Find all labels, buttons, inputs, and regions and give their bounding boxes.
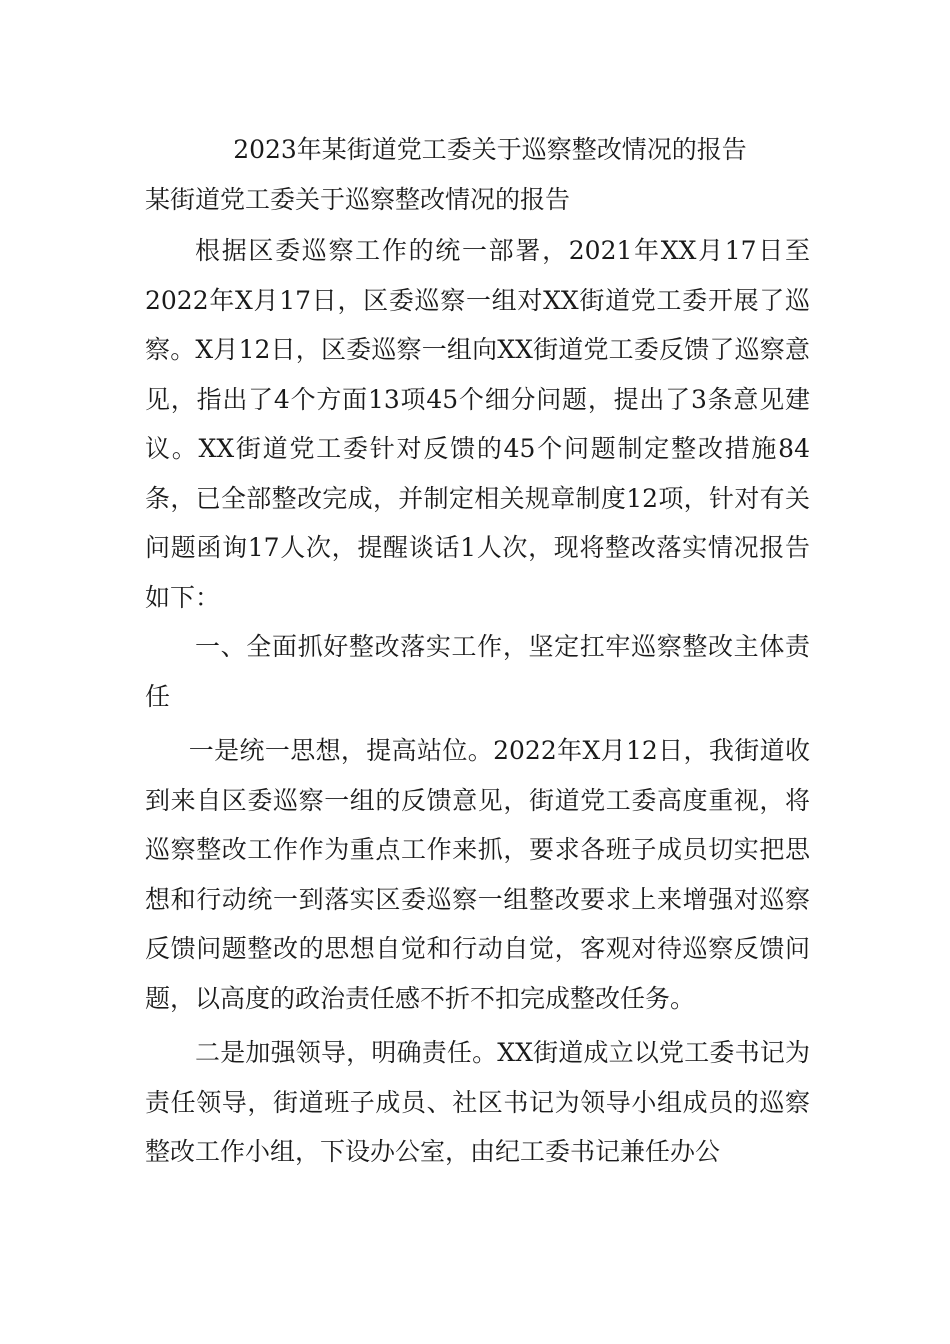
document-body [145,226,810,1177]
paragraph-intro: 根据区委巡察工作的统一部署，2021年XX月17日至2022年X月17日，区委巡察一组对XX街道党工委开展了巡察。X月12日，区委巡察一组向XX街道党工委反馈了巡察意见，指出了4个方面13项45个细分问题，提出了3条意见建议。XX街道党工委针对反馈的45个问题制定整改措施84条，已全部整改完成，并制定相关规章制度12项，针对有关问题函询17人次，提醒谈话1人次，现将整改落实情况报告如下： [145,236,810,612]
paragraph-point-2: 二是加强领导，明确责任。XX街道成立以党工委书记为责任领导，街道班子成员、社区书记为领导小组成员的巡察整改工作小组，下设办公室，由纪工委书记兼任办公 [145,1038,810,1166]
document-subtitle: 某街道党工委关于巡察整改情况的报告 [145,185,571,214]
paragraph-point-1: 一是统一思想，提高站位。2022年X月12日，我街道收到来自区委巡察一组的反馈意见，街道党工委高度重视，将巡察整改工作作为重点工作来抓，要求各班子成员切实把思想和行动统一到落实区委巡察一组整改要求上来增强对巡察反馈问题整改的思想自觉和行动自觉，客观对待巡察反馈问题，以高度的政治责任感不折不扣完成整改任务。 [145,736,810,1013]
section-heading-1: 一、全面抓好整改落实工作，坚定扛牢巡察整改主体责任 [145,632,810,711]
document-title: 2023年某街道党工委关于巡察整改情况的报告 [233,135,747,164]
